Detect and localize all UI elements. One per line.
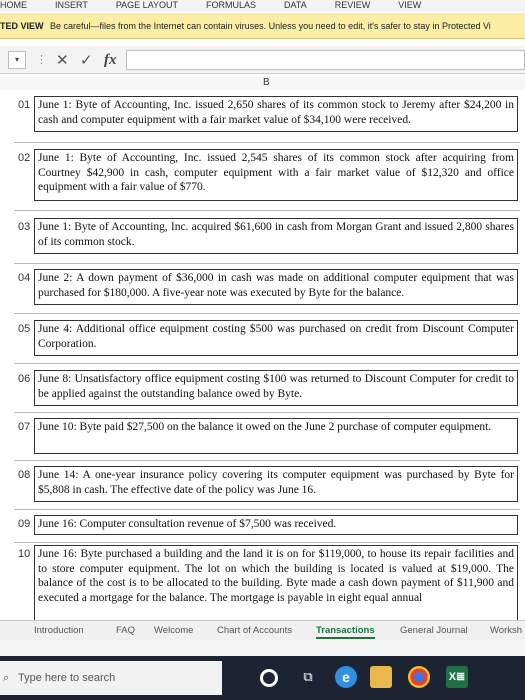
cancel-icon[interactable]: ✕ (56, 51, 69, 69)
protected-view-warning: Be careful—files from the Internet can contain viruses. Unless you need to edit, it's safer to stay in Protected Vi (50, 21, 491, 31)
sheet-tab-welcome[interactable]: Welcome (154, 625, 194, 636)
sheet-tab-transactions[interactable]: Transactions (316, 625, 375, 639)
transaction-cell[interactable]: June 1: Byte of Accounting, Inc. acquired $61,600 in cash from Morgan Grant and issued 2,800 shares of its common stock. (34, 218, 518, 254)
row-divider (14, 460, 520, 461)
edge-icon[interactable]: e (335, 666, 357, 688)
formula-bar-grip-icon: ⋮ (36, 53, 47, 66)
row-number[interactable]: 09 (18, 518, 31, 530)
sheet-tab-worksheet[interactable]: Worksh (490, 625, 523, 636)
row-number[interactable]: 03 (18, 221, 31, 233)
windows-taskbar (0, 656, 525, 700)
horizontal-scroll-area[interactable] (0, 640, 525, 656)
cortana-icon[interactable] (260, 669, 278, 687)
ribbon-tab-review[interactable]: REVIEW (334, 0, 371, 10)
column-header-b[interactable]: B (263, 77, 270, 88)
sheet-tab-introduction[interactable]: Introduction (34, 625, 84, 636)
transaction-cell[interactable]: June 16: Computer consultation revenue of $7,500 was received. (34, 515, 518, 535)
sheet-tab-faq[interactable]: FAQ (116, 625, 136, 636)
row-number[interactable]: 02 (18, 152, 31, 164)
ribbon-tab-formulas[interactable]: FORMULAS (206, 0, 257, 10)
protected-view-label: TED VIEW (0, 21, 44, 31)
row-divider (14, 210, 520, 211)
row-number[interactable]: 05 (18, 323, 31, 335)
insert-function-icon[interactable]: fx (104, 52, 117, 68)
row-number[interactable]: 01 (18, 99, 31, 111)
transaction-cell[interactable]: June 14: A one-year insurance policy covering its computer equipment was purchased by Byte for $5,808 in cash. The effective date of the policy was June 16. (34, 466, 518, 502)
row-divider (14, 412, 520, 413)
name-box-dropdown[interactable]: ▾ (8, 51, 26, 69)
ribbon-tab-insert[interactable]: INSERT (55, 0, 88, 10)
ribbon-tab-home[interactable]: HOME (0, 0, 27, 10)
taskbar-search-input[interactable] (0, 661, 222, 695)
transaction-cell[interactable]: June 1: Byte of Accounting, Inc. issued 2,545 shares of its common stock after acquiring from Courtney $42,900 in cash, computer equipment with a fair market value of $12,320 and office equipment with a fair value of $770. (34, 149, 518, 201)
ribbon-tab-data[interactable]: DATA (284, 0, 307, 10)
row-number[interactable]: 08 (18, 469, 31, 481)
row-divider (14, 363, 520, 364)
row-number[interactable]: 07 (18, 421, 31, 433)
chrome-icon[interactable] (408, 666, 430, 688)
search-placeholder: Type here to search (18, 672, 116, 684)
row-number[interactable]: 06 (18, 373, 31, 385)
row-divider (14, 509, 520, 510)
row-divider (14, 263, 520, 264)
file-explorer-icon[interactable] (370, 666, 392, 688)
transaction-cell[interactable]: June 10: Byte paid $27,500 on the balance it owed on the June 2 purchase of computer equipment. (34, 418, 518, 454)
row-number[interactable]: 04 (18, 272, 31, 284)
enter-icon[interactable]: ✓ (80, 51, 93, 69)
task-view-icon[interactable]: ⧉ (303, 669, 313, 684)
ribbon-tab-page-layout[interactable]: PAGE LAYOUT (115, 0, 179, 10)
transaction-cell[interactable]: June 8: Unsatisfactory office equipment costing $100 was returned to Discount Computer for credit to be applied against the outstanding balance owed by Byte. (34, 370, 518, 406)
search-icon: ⌕ (3, 672, 10, 684)
transaction-cell[interactable]: June 16: Byte purchased a building and the land it is on for $119,000, to house its repair facilities and to store computer equipment. The lot on which the building is located is valued at $19,000. The balance of the cost is to be allocated to the building. Byte made a cash down payment of $11,900 and executed a mortgage for the balance. The mortgage is payable in eight equal annual (34, 545, 518, 620)
ribbon-tab-view[interactable]: VIEW (398, 0, 422, 10)
row-number[interactable]: 10 (18, 548, 31, 560)
transaction-cell[interactable]: June 1: Byte of Accounting, Inc. issued 2,650 shares of its common stock to Jeremy after $24,200 in cash and computer equipment with a fair market value of $34,100 were received. (34, 96, 518, 132)
sheet-tab-general-journal[interactable]: General Journal (400, 625, 468, 636)
sheet-tabs-bar (0, 620, 525, 640)
transaction-cell[interactable]: June 2: A down payment of $36,000 in cash was made on additional computer equipment that was purchased for $180,000. A five-year note was executed by Byte for the balance. (34, 269, 518, 305)
transaction-cell[interactable]: June 4: Additional office equipment costing $500 was purchased on credit from Discount Computer Corporation. (34, 320, 518, 356)
excel-icon[interactable]: X≣ (446, 666, 468, 688)
row-divider (14, 542, 520, 543)
sheet-tab-chart-of-accounts[interactable]: Chart of Accounts (217, 625, 292, 636)
row-divider (14, 313, 520, 314)
row-divider (14, 142, 520, 143)
